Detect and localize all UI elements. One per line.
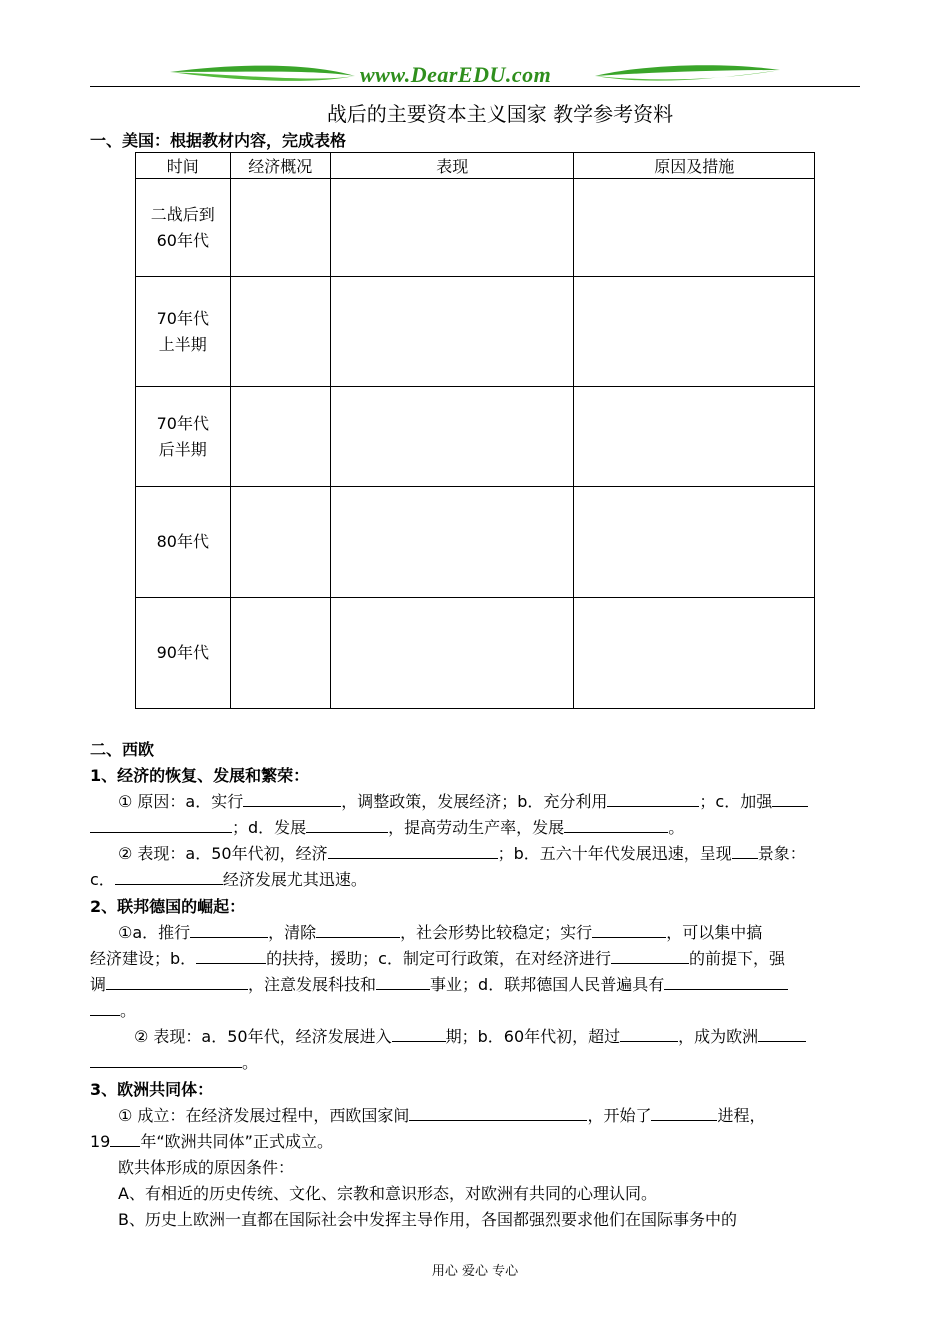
text: ，社会形势比较稳定；实行 (400, 923, 593, 942)
time-line1: 70年代 (156, 413, 209, 433)
text: 的扶持，援助；c．制定可行政策，在对经济进行 (266, 949, 611, 968)
text: ，注意发展科技和 (248, 975, 377, 994)
blank[interactable] (90, 998, 120, 1016)
time-cell (136, 277, 231, 387)
text: 的前提下，强 (688, 949, 785, 968)
logo-text: www.DearEDU.com (360, 62, 552, 87)
text: 19 (90, 1132, 111, 1151)
performance-cell[interactable] (331, 277, 574, 387)
text: ，调整政策，发展经济；b．充分利用 (341, 792, 608, 811)
blank[interactable] (611, 946, 689, 964)
table-header-causes: 原因及措施 (574, 153, 815, 179)
text: c． (90, 870, 115, 889)
performance-cell[interactable] (331, 598, 574, 709)
blank[interactable] (316, 920, 400, 938)
table-row (136, 598, 815, 709)
causes-cell[interactable] (574, 487, 815, 598)
performance-cell[interactable] (331, 179, 574, 277)
text: 。 (242, 1053, 259, 1072)
table-row (136, 277, 815, 387)
blank[interactable] (306, 815, 388, 833)
text: ，开始了 (587, 1106, 652, 1125)
sub3-line3: 欧共体形成的原因条件： (118, 1158, 295, 1177)
text: ；c．加强 (699, 792, 773, 811)
blank[interactable] (651, 1103, 717, 1121)
time-line2: 后半期 (158, 439, 207, 459)
sub2-line1 (90, 920, 888, 946)
blank[interactable] (115, 867, 223, 885)
blank[interactable] (90, 815, 232, 833)
sub2-line4 (90, 998, 860, 1024)
blank[interactable] (392, 1024, 446, 1042)
blank[interactable] (110, 1129, 140, 1147)
blank[interactable] (376, 972, 430, 990)
sub1-line2 (90, 815, 860, 841)
text: 调 (90, 975, 107, 994)
text: ② 表现：a．50年代初，经济 (118, 844, 328, 863)
table-header-row (136, 153, 815, 179)
overview-cell[interactable] (230, 277, 330, 387)
blank[interactable] (90, 1050, 242, 1068)
time-cell (136, 598, 231, 709)
sub3-line1 (90, 1103, 888, 1129)
blank[interactable] (592, 920, 666, 938)
causes-cell[interactable] (574, 179, 815, 277)
blank[interactable] (607, 789, 699, 807)
text: ① 原因：a．实行 (118, 792, 244, 811)
time-cell (136, 387, 231, 487)
section1-heading: 一、美国：根据教材内容，完成表格 (90, 131, 347, 150)
table-row (136, 487, 815, 598)
sub1-line4 (90, 867, 860, 893)
text: 。 (668, 818, 685, 837)
table-header-overview: 经济概况 (230, 153, 330, 179)
overview-cell[interactable] (230, 487, 330, 598)
blank[interactable] (196, 946, 266, 964)
time-cell (136, 487, 231, 598)
header-rule (90, 86, 860, 87)
overview-cell[interactable] (230, 387, 330, 487)
text: ，提高劳动生产率，发展 (388, 818, 565, 837)
text: ；d．发展 (232, 818, 307, 837)
text: 事业；d．联邦德国人民普遍具有 (430, 975, 665, 994)
table-header-performance: 表现 (331, 153, 574, 179)
blank[interactable] (758, 1024, 806, 1042)
text: ② 表现：a．50年代，经济发展进入 (134, 1027, 392, 1046)
sub2-line3 (90, 972, 860, 998)
blank[interactable] (243, 789, 341, 807)
time-line1: 80年代 (156, 532, 209, 551)
blank[interactable] (772, 789, 808, 807)
sub3-line4: A、有相近的历史传统、文化、宗教和意识形态，对欧洲有共同的心理认同。 (118, 1184, 657, 1203)
table-row (136, 387, 815, 487)
page-footer: 用心 爱心 专心 (431, 1264, 519, 1279)
time-line1: 二战后到 (150, 204, 215, 224)
time-line2: 60年代 (156, 230, 209, 250)
text: 经济发展尤其迅速。 (222, 870, 367, 889)
blank[interactable] (664, 972, 788, 990)
causes-cell[interactable] (574, 598, 815, 709)
overview-cell[interactable] (230, 598, 330, 709)
blank[interactable] (620, 1024, 678, 1042)
text: ① 成立：在经济发展过程中，西欧国家间 (118, 1106, 410, 1125)
usa-economy-table (135, 152, 815, 709)
sub1-line1 (90, 789, 888, 815)
blank[interactable] (106, 972, 248, 990)
blank[interactable] (190, 920, 268, 938)
performance-cell[interactable] (331, 487, 574, 598)
causes-cell[interactable] (574, 387, 815, 487)
text: 。 (120, 1001, 137, 1020)
text: ；b．五六十年代发展迅速，呈现 (497, 844, 732, 863)
time-line1: 70年代 (156, 308, 209, 328)
table-header-time: 时间 (136, 153, 231, 179)
section2-heading: 二、西欧 (90, 740, 155, 759)
sub2-line5 (90, 1024, 904, 1050)
time-cell (136, 179, 231, 277)
blank[interactable] (564, 815, 668, 833)
sub2-line6 (90, 1050, 860, 1076)
sub3-line5: B、历史上欧洲一直都在国际社会中发挥主导作用，各国都强烈要求他们在国际事务中的 (118, 1210, 737, 1229)
text: ，清除 (268, 923, 317, 942)
text: 期；b．60年代初，超过 (445, 1027, 621, 1046)
time-line1: 90年代 (156, 643, 209, 662)
text: 经济建设；b． (90, 949, 197, 968)
text: ，成为欧洲 (678, 1027, 759, 1046)
blank[interactable] (409, 1103, 587, 1121)
blank[interactable] (328, 841, 498, 859)
performance-cell[interactable] (331, 387, 574, 487)
text: ①a．推行 (118, 923, 191, 942)
text: 年“欧洲共同体”正式成立。 (140, 1132, 333, 1151)
sub1-line3 (90, 841, 888, 867)
overview-cell[interactable] (230, 179, 330, 277)
time-line2: 上半期 (158, 334, 207, 354)
text: ，可以集中搞 (666, 923, 763, 942)
text: 景象： (757, 844, 806, 863)
sub2-heading: 2、联邦德国的崛起： (90, 897, 246, 916)
page-title: 战后的主要资本主义国家 教学参考资料 (326, 102, 674, 126)
table-row (136, 179, 815, 277)
text: 进程， (717, 1106, 766, 1125)
sub1-heading: 1、经济的恢复、发展和繁荣： (90, 766, 310, 785)
sub3-line2 (90, 1129, 860, 1155)
blank[interactable] (732, 841, 758, 859)
sub3-heading: 3、欧洲共同体： (90, 1080, 214, 1099)
causes-cell[interactable] (574, 277, 815, 387)
sub2-line2 (90, 946, 860, 972)
